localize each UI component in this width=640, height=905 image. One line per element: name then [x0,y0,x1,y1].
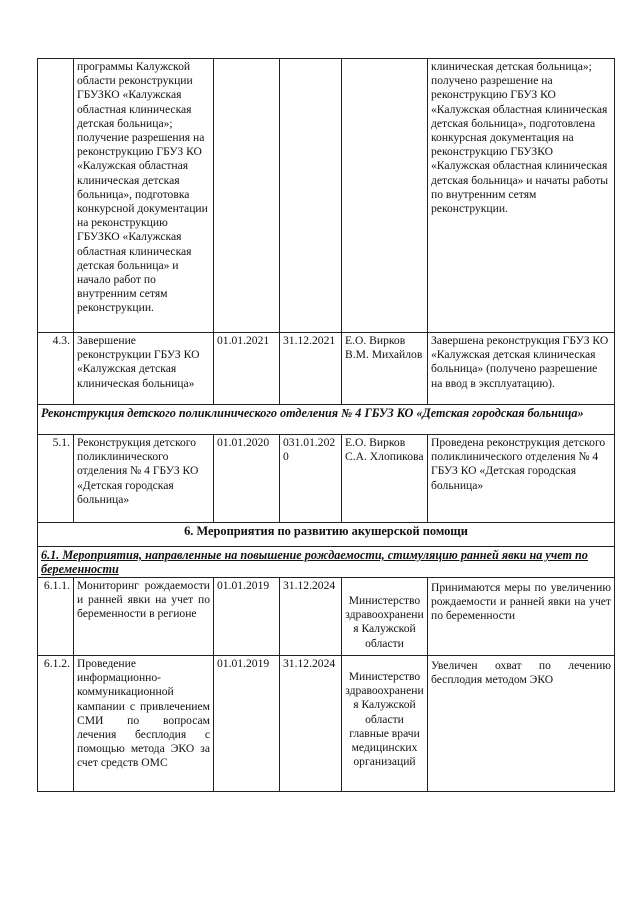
event-cell: Реконструкция детского поликлинического отделения № 4 ГБУЗ КО «Детская городская больница» [74,435,214,523]
event-cell: Завершение реконструкции ГБУЗ КО «Калужская детская клиническая больница» [74,333,214,405]
event-cell: Мониторинг рождаемости и ранней явки на учет по беременности в регионе [74,578,214,656]
result-cell: Проведена реконструкция детского поликлинического отделения № 4 ГБУЗ КО «Детская городская больница» [428,435,615,523]
start-date-cell: 01.01.2020 [214,435,280,523]
table-row [38,59,615,333]
result-cell: клиническая детская больница»; получено разрешение на реконструкцию ГБУЗ КО «Калужская областная клиническая детская больница», подготовлена конкурсная документация на реконструкцию ГБУЗКО «Калужская областная клиническая детская больница» и начаты работы по внутренним сетям реконструкции. [428,59,615,333]
responsible-cell [342,59,428,333]
responsible-cell: Министерство здравоохранения Калужской области главные врачи медицинских организаций [342,656,428,792]
table-row [38,656,615,792]
start-date-cell [214,59,280,333]
start-date-cell: 01.01.2021 [214,333,280,405]
subheading-row [38,547,615,578]
end-date-cell: 31.12.2024 [280,578,342,656]
end-date-cell: 31.12.2024 [280,656,342,792]
end-date-cell: 31.12.2021 [280,333,342,405]
event-cell: Проведение информационно-коммуникационной кампании с привлечением СМИ по вопросам лечения бесплодия с помощью метода ЭКО за счет средств ОМС [74,656,214,792]
section-title: Реконструкция детского поликлинического отделения № 4 ГБУЗ КО «Детская городская больница» [38,405,615,435]
table-row [38,333,615,405]
row-number: 6.1.1. [38,578,74,656]
section-heading: 6. Мероприятия по развитию акушерской помощи [38,523,615,547]
row-number: 4.3. [38,333,74,405]
section-row [38,405,615,435]
responsible-cell: Е.О. Вирков В.М. Михайлов [342,333,428,405]
row-number: 5.1. [38,435,74,523]
table-row [38,435,615,523]
document-table [37,58,615,792]
start-date-cell: 01.01.2019 [214,656,280,792]
subsection-title: 6.1. Мероприятия, направленные на повышение рождаемости, стимуляцию ранней явки на учет по беременности [38,547,615,578]
result-cell: Принимаются меры по увеличению рождаемости и ранней явки на учет по беременности [428,578,615,656]
heading-row [38,523,615,547]
start-date-cell: 01.01.2019 [214,578,280,656]
responsible-cell: Е.О. Вирков С.А. Хлопикова [342,435,428,523]
responsible-cell: Министерство здравоохранения Калужской области [342,578,428,656]
end-date-cell: 031.01.2020 [280,435,342,523]
result-cell: Завершена реконструкция ГБУЗ КО «Калужская детская клиническая больница» (получено разрешение на ввод в эксплуатацию). [428,333,615,405]
end-date-cell [280,59,342,333]
table-row [38,578,615,656]
row-number: 6.1.2. [38,656,74,792]
event-cell: программы Калужской области реконструкции ГБУЗКО «Калужская областная клиническая детская больница»; получение разрешения на реконструкцию ГБУЗ КО «Калужская областная клиническая детская больница», подготовка конкурсной документации на реконструкцию ГБУЗКО «Калужская областная клиническая детская больница» и начало работ по внутренним сетям реконструкции. [74,59,214,333]
result-cell: Увеличен охват по лечению бесплодия методом ЭКО [428,656,615,792]
row-number [38,59,74,333]
